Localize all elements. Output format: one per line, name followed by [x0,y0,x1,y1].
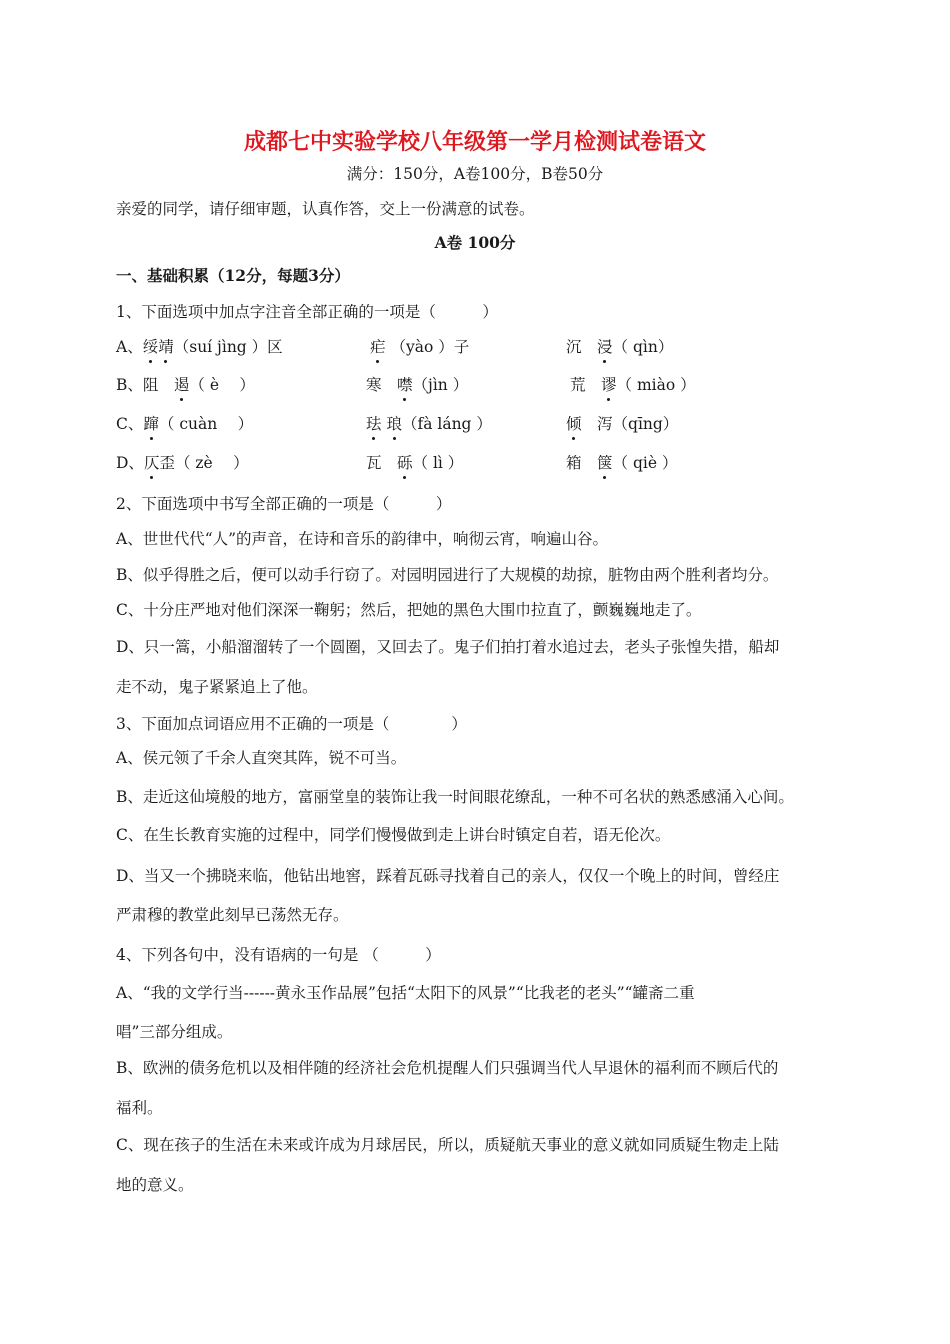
q1-dotted-char: 浸 [597,338,613,356]
q4-option-c-line1: C、现在孩子的生活在未来或许成为月球居民，所以，质疑航天事业的意义就如同质疑生物走上陆 [116,1136,779,1154]
q1-option-c-2: 珐 琅（fà láng ） [366,415,492,433]
part1-heading: 一、基础积累（12分，每题3分） [116,266,350,285]
q1-option-d-1: D、仄歪（ zè ） [116,454,249,472]
q2-stem: 2、下面选项中书写全部正确的一项是（ ） [116,495,452,513]
q2-option-a: A、世世代代“人”的声音，在诗和音乐的韵律中，响彻云宵，响遍山谷。 [116,530,609,548]
q4-option-c-line2: 地的意义。 [116,1176,194,1194]
q1-dotted-char: 仄 [143,454,160,472]
q3-option-a: A、侯元领了千余人直突其阵，锐不可当。 [116,749,407,767]
q1-dotted-char: 靖 [158,338,174,356]
q3-option-c: C、在生长教育实施的过程中，同学们慢慢做到走上讲台时镇定自若，语无伦次。 [116,826,671,844]
q2-option-d-line2: 走不动，鬼子紧紧追上了他。 [116,678,318,696]
q1-dotted-char: 珐 [366,415,382,433]
q1-dotted-char: 箧 [597,454,613,472]
q1-dotted-char: 砾 [397,454,413,472]
q1-option-b-2: 寒 噤（jìn ） [366,376,469,394]
q4-stem: 4、下列各句中，没有语病的一句是 （ ） [116,946,441,964]
q1-dotted-char: 琅 [386,415,402,433]
q1-option-c-1: C、蹿（ cuàn ） [116,415,254,433]
q3-option-d-line2: 严肃穆的教堂此刻早已荡然无存。 [116,906,349,924]
q1-option-d-2: 瓦 砾（ lì ） [366,454,464,472]
q1-option-d-3: 箱 箧（ qiè ） [566,454,678,472]
q1-stem: 1、下面选项中加点字注音全部正确的一项是（ ） [116,303,498,321]
q4-option-a-line1: A、“我的文学行当------黄永玉作品展”包括“太阳下的风景”“比我老的老头”“罐斋二重 [116,984,695,1002]
intro-text: 亲爱的同学，请仔细审题，认真作答，交上一份满意的试卷。 [116,200,535,218]
q1-option-a-3: 沉 浸（ qìn） [566,338,674,356]
q4-option-a-line2: 唱”三部分组成。 [116,1023,233,1041]
q2-option-c: C、十分庄严地对他们深深一鞠躬；然后，把她的黑色大围巾拉直了，颤巍巍地走了。 [116,601,702,619]
score-line: 满分：150分，A卷100分，B卷50分 [346,165,604,183]
q1-option-a-1: A、绥靖（suí jìng ）区 [116,338,283,356]
q1-dotted-char: 绥 [142,338,159,356]
q1-dotted-char: 谬 [601,376,617,394]
q1-dotted-char: 蹿 [143,415,159,433]
q2-option-d-line1: D、只一篙，小船溜溜转了一个圆圈，又回去了。鬼子们拍打着水追过去，老头子张惶失措，船却 [116,638,780,656]
q1-option-b-3: 荒 谬（ miào ） [570,376,696,394]
q3-stem: 3、下面加点词语应用不正确的一项是（ ） [116,715,467,733]
q3-option-b: B、走近这仙境般的地方，富丽堂皇的装饰让我一时间眼花缭乱，一种不可名状的熟悉感涌入心间。 [116,788,794,806]
q1-dotted-char: 倾 [566,415,582,433]
q3-option-d-line1: D、当又一个拂晓来临，他钻出地窖，踩着瓦砾寻找着自己的亲人，仅仅一个晚上的时间，曾经庄 [116,867,780,885]
q1-dotted-char: 疟 [370,338,386,356]
exam-title: 成都七中实验学校八年级第一学月检测试卷语文 [243,130,706,155]
q1-option-b-1: B、阻 遏（ è ） [116,376,255,394]
q1-option-a-2: 疟 （yào ）子 [370,338,470,356]
q1-dotted-char: 遏 [173,376,190,394]
section-a-heading: A卷 100分 [434,233,516,252]
q1-dotted-char: 噤 [397,376,413,394]
q4-option-b-line2: 福利。 [116,1099,163,1117]
q2-option-b: B、似乎得胜之后，便可以动手行窃了。对园明园进行了大规模的劫掠，脏物由两个胜利者均分。 [116,566,779,584]
q1-option-c-3: 倾 泻（qīng） [566,415,679,433]
q4-option-b-line1: B、欧洲的债务危机以及相伴随的经济社会危机提醒人们只强调当代人早退休的福利而不顾后代的 [116,1059,779,1077]
